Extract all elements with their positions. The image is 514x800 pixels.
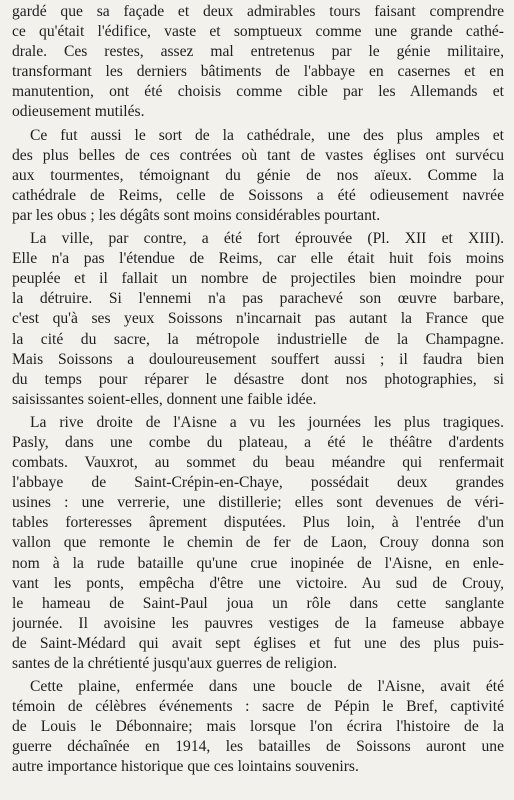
text-line: manutention, ont été choisis comme cible par les Allemands et [12,83,504,101]
text-line: Ce fut aussi le sort de la cathédrale, une des plus amples et [30,126,504,144]
paragraph-city [12,229,504,410]
text-line: La ville, par contre, a été fort éprouvée (Pl. XII et XIII). [30,230,504,248]
text-line: la détruire. Si l'ennemi n'a pas parachevé son œuvre barbare, [12,290,504,308]
text-line: Elle n'a pas l'étendue de Reims, car elle était huit fois moins [12,250,504,268]
text-line: Cette plaine, enfermée dans une boucle de l'Aisne, avait été [30,678,504,696]
text-line: le hameau de Saint-Paul joua un rôle dans cette sanglante [12,594,504,612]
text-line: La rive droite de l'Aisne a vu les journées les plus tragiques. [30,413,504,431]
text-line: guerre déchaînée en 1914, les batailles de Soissons auront une [12,738,504,756]
text-line: odieusement mutilés. [12,103,145,121]
text-line: saisissantes soient-elles, donnent une faible idée. [12,390,317,408]
text-line: de Louis le Débonnaire; mais lorsque l'on écrira l'histoire de la [12,718,504,736]
text-line: usines : une verrerie, une distillerie; elles sont devenues de véri- [12,494,504,512]
text-line: drale. Ces restes, assez mal entretenus par le génie militaire, [12,43,504,61]
text-line: la cité du sacre, la métropole industrielle de la Champagne. [12,330,504,348]
text-line: combats. Vauxrot, au sommet du beau méandre qui renfermait [12,454,504,472]
text-line: vant les ponts, empêcha d'être une victoire. Au sud de Crouy, [12,574,504,592]
text-line: nom à la rude bataille qu'une crue inopinée de l'Aisne, en enle- [12,554,504,572]
text-line: témoin de célèbres événements : sacre de Pépin le Bref, captivité [12,698,504,716]
paragraph-right-bank [12,413,504,674]
text-line: de Saint-Médard qui avait sept églises et fut une des plus puis- [12,634,504,652]
paragraph-cathedral [12,126,504,226]
text-line: c'est qu'à ses yeux Soissons n'incarnait pas autant la France que [12,310,504,328]
text-line: aux tourmentes, témoignant du génie de nos aïeux. Comme la [12,166,504,184]
text-line: autre importance historique que ces lointains souvenirs. [12,758,359,776]
text-line: cathédrale de Reims, celle de Soissons a été odieusement navrée [12,186,504,204]
text-line: par les obus ; les dégâts sont moins considérables pourtant. [12,206,381,224]
text-line: des plus belles de ces contrées où tant de vastes églises ont survécu [12,146,504,164]
text-line: tables forteresses âprement disputées. Plus loin, à l'entrée d'un [12,514,504,532]
text-line: vallon que remonte le chemin de fer de Laon, Crouy donna son [12,534,504,552]
text-line: Mais Soissons a douloureusement souffert aussi ; il faudra bien [12,350,504,368]
text-line: journée. Il avoisine les pauvres vestiges de la fameuse abbaye [12,614,504,632]
text-line: santes de la chrétienté jusqu'aux guerres de religion. [12,655,337,672]
paragraph-abbey-ruins [12,2,504,123]
text-line: l'abbaye de Saint-Crépin-en-Chaye, possédait deux grandes [12,474,504,492]
text-line: peuplée et il fallait un nombre de projectiles bien moindre pour [12,270,504,288]
text-line: gardé que sa façade et deux admirables tours faisant comprendre [12,3,504,20]
text-line: ce qu'était l'édifice, vaste et somptueux comme une grande cathé- [12,23,504,41]
text-line: transformant les derniers bâtiments de l'abbaye en casernes et en [12,63,504,81]
paragraph-plain-history [12,677,504,777]
text-line: du temps pour réparer le désastre dont nos photographies, si [12,370,504,388]
text-line: Pasly, dans une combe du plateau, a été le théâtre d'ardents [12,433,504,451]
